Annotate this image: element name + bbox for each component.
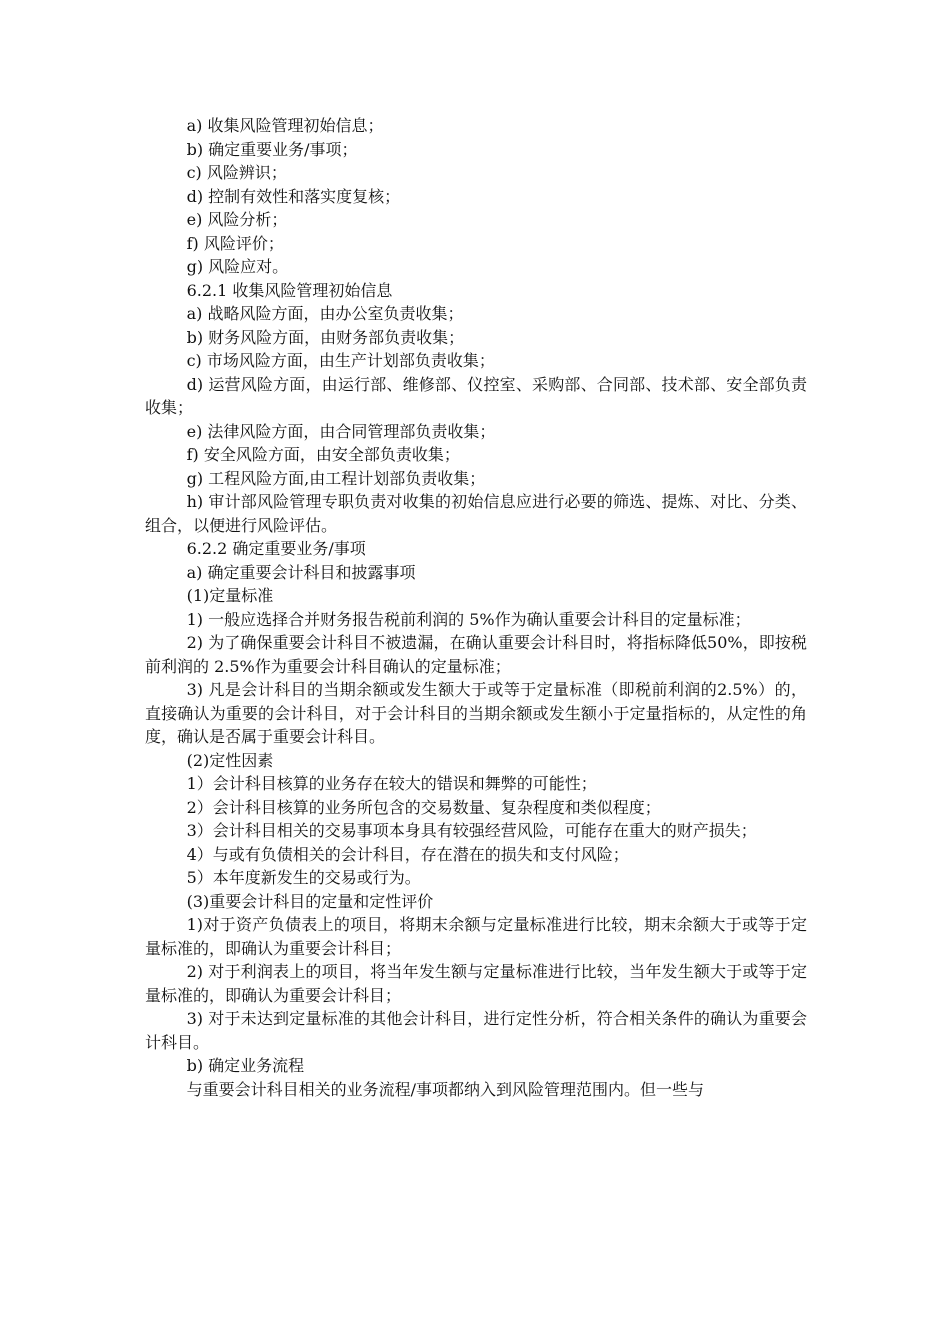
paragraph: b) 确定重要业务/事项； — [186, 139, 358, 159]
paragraph: e) 法律风险方面，由合同管理部负责收集； — [186, 421, 496, 441]
paragraph: b) 确定业务流程 — [186, 1056, 305, 1075]
document-body — [145, 114, 807, 1101]
paragraph: 2) 对于利润表上的项目，将当年发生额与定量标准进行比较，当年发生额大于或等于定量标准的，即确认为重要会计科目； — [145, 962, 807, 1005]
paragraph: c) 风险辨识； — [186, 163, 287, 182]
paragraph: d) 运营风险方面，由运行部、维修部、仪控室、采购部、合同部、技术部、安全部负责收集； — [145, 374, 807, 417]
paragraph: g) 风险应对。 — [186, 257, 289, 276]
paragraph: (1)定量标准 — [186, 586, 274, 605]
paragraph: (3)重要会计科目的定量和定性评价 — [186, 891, 434, 911]
paragraph: f) 风险评价； — [186, 233, 284, 253]
paragraph: (2)定性因素 — [186, 750, 274, 770]
paragraph: a) 确定重要会计科目和披露事项 — [186, 562, 416, 582]
paragraph: 与重要会计科目相关的业务流程/事项都纳入到风险管理范围内。但一些与 — [186, 1079, 704, 1099]
paragraph: a) 战略风险方面，由办公室负责收集； — [186, 304, 464, 323]
section-heading: 6.2.2 确定重要业务/事项 — [186, 539, 366, 558]
paragraph: e) 风险分析； — [186, 210, 288, 229]
paragraph: 3）会计科目相关的交易事项本身具有较强经营风险，可能存在重大的财产损失； — [186, 821, 757, 840]
paragraph: h) 审计部风险管理专职负责对收集的初始信息应进行必要的筛选、提炼、对比、分类、组合，以便进行风险评估。 — [145, 492, 807, 535]
paragraph: 3) 凡是会计科目的当期余额或发生额大于或等于定量标准（即税前利润的2.5%）的，直接确认为重要的会计科目，对于会计科目的当期余额或发生额小于定量指标的，从定性的角度，确认是否属于重要会计科目。 — [145, 680, 807, 746]
paragraph: 3) 对于未达到定量标准的其他会计科目，进行定性分析，符合相关条件的确认为重要会计科目。 — [145, 1009, 807, 1052]
paragraph: 4）与或有负债相关的会计科目，存在潜在的损失和支付风险； — [186, 844, 629, 864]
paragraph: 1)对于资产负债表上的项目，将期末余额与定量标准进行比较，期末余额大于或等于定量标准的，即确认为重要会计科目； — [145, 915, 807, 958]
paragraph: f) 安全风险方面，由安全部负责收集； — [186, 445, 460, 464]
paragraph: 2) 为了确保重要会计科目不被遗漏，在确认重要会计科目时，将指标降低50%，即按税前利润的 2.5%作为重要会计科目确认的定量标准； — [145, 633, 807, 676]
paragraph: g) 工程风险方面,由工程计划部负责收集； — [186, 468, 486, 488]
paragraph: d) 控制有效性和落实度复核； — [186, 186, 401, 206]
paragraph: b) 财务风险方面，由财务部负责收集； — [186, 327, 465, 347]
paragraph: a) 收集风险管理初始信息； — [186, 116, 384, 135]
paragraph: 1) 一般应选择合并财务报告税前利润的 5%作为确认重要会计科目的定量标准； — [186, 609, 751, 629]
paragraph: 1）会计科目核算的业务存在较大的错误和舞弊的可能性； — [186, 774, 597, 793]
section-heading: 6.2.1 收集风险管理初始信息 — [186, 280, 393, 300]
paragraph: c) 市场风险方面，由生产计划部负责收集； — [186, 351, 495, 370]
paragraph: 2）会计科目核算的业务所包含的交易数量、复杂程度和类似程度； — [186, 797, 661, 817]
paragraph: 5）本年度新发生的交易或行为。 — [186, 868, 421, 887]
